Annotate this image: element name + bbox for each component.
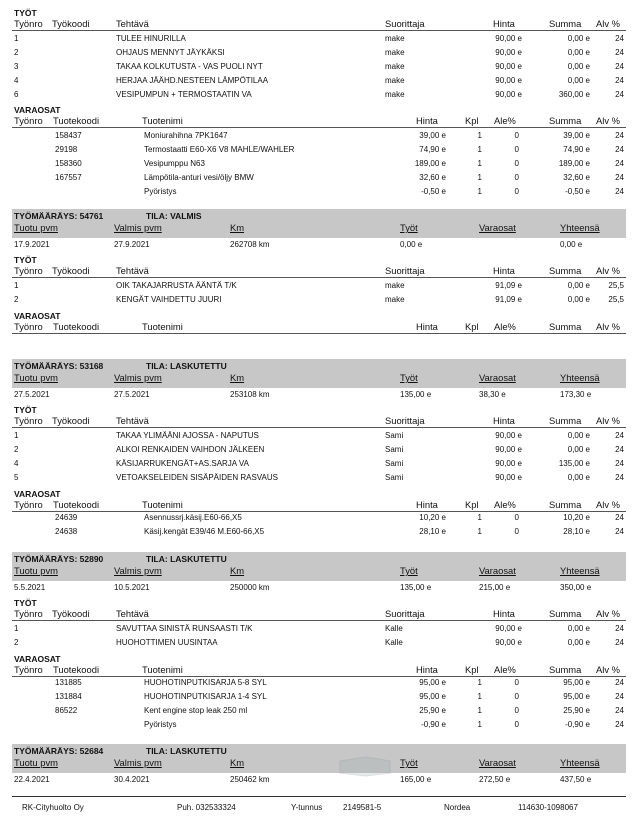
col-header-tyonro: Työnro xyxy=(14,321,43,332)
work-order-status: TILA: LASKUTETTU xyxy=(146,361,227,371)
part-row-name: Pyöristys xyxy=(144,187,177,196)
part-row-price: 28,10 e xyxy=(419,527,446,536)
work-row-sum: 360,00 e xyxy=(558,90,590,99)
part-row-price: 189,00 e xyxy=(414,159,446,168)
col-header-hinta: Hinta xyxy=(493,608,515,619)
section-divider xyxy=(12,277,626,278)
section-divider xyxy=(12,427,626,428)
part-row-name: HUOHOTINPUTKISARJA 1-4 SYL xyxy=(144,692,267,701)
work-row-price: 90,00 e xyxy=(495,76,522,85)
footer-divider xyxy=(12,796,626,797)
summary-parts-total: 215,00 e xyxy=(479,583,511,592)
work-row-number: 5 xyxy=(14,473,19,482)
part-row-vat: 24 xyxy=(615,145,624,154)
col-header-ale: Ale% xyxy=(494,664,516,675)
col-header-tehtava: Tehtävä xyxy=(116,18,149,29)
section-divider xyxy=(12,30,626,31)
parts-section-title: VARAOSAT xyxy=(14,654,61,664)
parts-section-title: VARAOSAT xyxy=(14,105,61,115)
work-row-vat: 24 xyxy=(615,624,624,633)
col-header-tuotenimi: Tuotenimi xyxy=(142,321,183,332)
part-row-price: 95,00 e xyxy=(419,692,446,701)
col-header-tyonro: Työnro xyxy=(14,499,43,510)
work-row-number: 6 xyxy=(14,90,19,99)
work-row-vat: 24 xyxy=(615,48,624,57)
col-header-varaosat: Varaosat xyxy=(479,757,516,768)
work-row-task: OIK TAKAJARRUSTA ÄÄNTÄ T/K xyxy=(116,281,237,290)
part-row-code: 131884 xyxy=(55,692,82,701)
col-header-kpl: Kpl xyxy=(465,664,479,675)
part-row-qty: 1 xyxy=(477,145,482,154)
part-row-name: Lämpötila-anturi vesi/öljy BMW xyxy=(144,173,254,182)
col-header-kpl: Kpl xyxy=(465,321,479,332)
work-row-sum: 0,00 e xyxy=(567,445,590,454)
work-row-price: 90,00 e xyxy=(495,34,522,43)
work-row-sum: 0,00 e xyxy=(567,638,590,647)
col-header-tyonro: Työnro xyxy=(14,265,43,276)
work-row-performer: make xyxy=(385,90,405,99)
work-row-task: KENGÄT VAIHDETTU JUURI xyxy=(116,295,222,304)
col-header-kpl: Kpl xyxy=(465,499,479,510)
col-header-yhteensa: Yhteensä xyxy=(560,757,600,768)
work-row-number: 2 xyxy=(14,295,19,304)
part-row-sum: 10,20 e xyxy=(563,513,590,522)
part-row-price: 39,00 e xyxy=(419,131,446,140)
col-header-tyot: Työt xyxy=(400,757,418,768)
work-row-performer: make xyxy=(385,48,405,57)
work-row-sum: 0,00 e xyxy=(567,62,590,71)
footer-ytunnus: 2149581-5 xyxy=(343,803,382,812)
col-header-yhteensa: Yhteensä xyxy=(560,565,600,576)
work-row-vat: 24 xyxy=(615,90,624,99)
col-header-varaosat: Varaosat xyxy=(479,372,516,383)
work-row-sum: 0,00 e xyxy=(567,281,590,290)
col-header-valmis-pvm: Valmis pvm xyxy=(114,565,162,576)
col-header-alv: Alv % xyxy=(596,18,620,29)
col-header-hinta: Hinta xyxy=(416,321,438,332)
footer-ytunnus-label: Y-tunnus xyxy=(291,803,323,812)
work-row-task: TAKAA YLIMÄÄNI AJOSSA - NAPUTUS xyxy=(116,431,259,440)
work-row-task: TAKAA KOLKUTUSTA - VAS PUOLI NYT xyxy=(116,62,263,71)
summary-work-total: 135,00 e xyxy=(400,390,432,399)
part-row-qty: 1 xyxy=(477,706,482,715)
work-row-price: 91,09 e xyxy=(495,295,522,304)
part-row-qty: 1 xyxy=(477,678,482,687)
part-row-price: 74,90 e xyxy=(419,145,446,154)
col-header-tyonro: Työnro xyxy=(14,115,43,126)
col-header-summa: Summa xyxy=(549,608,582,619)
col-header-suorittaja: Suorittaja xyxy=(385,18,425,29)
part-row-discount: 0 xyxy=(514,145,519,154)
part-row-name: HUOHOTINPUTKISARJA 5-8 SYL xyxy=(144,678,267,687)
work-order-header-band xyxy=(12,552,626,581)
col-header-km: Km xyxy=(230,757,245,768)
part-row-vat: 24 xyxy=(615,692,624,701)
col-header-valmis-pvm: Valmis pvm xyxy=(114,372,162,383)
work-order-number: TYÖMÄÄRÄYS: 52684 xyxy=(14,746,104,756)
work-order-status: TILA: VALMIS xyxy=(146,211,202,221)
col-header-alv: Alv % xyxy=(596,608,620,619)
part-row-qty: 1 xyxy=(477,159,482,168)
section-divider xyxy=(12,127,626,128)
work-order-number: TYÖMÄÄRÄYS: 52890 xyxy=(14,554,104,564)
col-header-tyonro: Työnro xyxy=(14,18,43,29)
work-row-price: 90,00 e xyxy=(495,90,522,99)
summary-km: 250462 km xyxy=(230,775,270,784)
work-row-vat: 24 xyxy=(615,76,624,85)
col-header-tyonro: Työnro xyxy=(14,608,43,619)
work-row-task: SAVUTTAA SINISTÄ RUNSAASTI T/K xyxy=(116,624,253,633)
work-row-number: 2 xyxy=(14,48,19,57)
part-row-name: Termostaatti E60-X6 V8 MAHLE/WAHLER xyxy=(144,145,295,154)
summary-grand-total: 0,00 e xyxy=(560,240,583,249)
work-row-performer: make xyxy=(385,295,405,304)
summary-date-in: 17.9.2021 xyxy=(14,240,50,249)
part-row-name: Pyöristys xyxy=(144,720,177,729)
part-row-sum: -0,90 e xyxy=(565,720,590,729)
part-row-discount: 0 xyxy=(514,131,519,140)
part-row-code: 24639 xyxy=(55,513,78,522)
part-row-discount: 0 xyxy=(514,187,519,196)
work-row-performer: Sami xyxy=(385,445,404,454)
work-row-vat: 24 xyxy=(615,473,624,482)
summary-grand-total: 173,30 e xyxy=(560,390,592,399)
footer-company: RK-Cityhuolto Oy xyxy=(22,803,84,812)
summary-date-ready: 27.5.2021 xyxy=(114,390,150,399)
col-header-ale: Ale% xyxy=(494,115,516,126)
work-row-number: 1 xyxy=(14,624,19,633)
work-row-sum: 0,00 e xyxy=(567,48,590,57)
part-row-discount: 0 xyxy=(514,706,519,715)
work-row-task: VETOAKSELEIDEN SISÄPÄIDEN RASVAUS xyxy=(116,473,278,482)
work-row-sum: 0,00 e xyxy=(567,473,590,482)
part-row-vat: 24 xyxy=(615,187,624,196)
part-row-discount: 0 xyxy=(514,513,519,522)
part-row-price: -0,50 e xyxy=(421,187,446,196)
work-row-number: 3 xyxy=(14,62,19,71)
col-header-tuotu-pvm: Tuotu pvm xyxy=(14,565,58,576)
work-row-task: TULEE HINURILLA xyxy=(116,34,186,43)
section-divider xyxy=(12,620,626,621)
work-row-performer: Sami xyxy=(385,459,404,468)
summary-work-total: 165,00 e xyxy=(400,775,432,784)
part-row-name: Moniurahihna 7PK1647 xyxy=(144,131,228,140)
part-row-price: 95,00 e xyxy=(419,678,446,687)
work-section-title: TYÖT xyxy=(14,598,37,608)
part-row-code: 158360 xyxy=(55,159,82,168)
col-header-tyokoodi: Työkoodi xyxy=(52,608,90,619)
work-row-performer: Kalle xyxy=(385,638,403,647)
summary-date-ready: 30.4.2021 xyxy=(114,775,150,784)
part-row-qty: 1 xyxy=(477,527,482,536)
work-row-sum: 0,00 e xyxy=(567,431,590,440)
work-row-task: KÄSIJARRUKENGÄT+AS.SARJA VA xyxy=(116,459,250,468)
part-row-vat: 24 xyxy=(615,159,624,168)
col-header-alv: Alv % xyxy=(596,115,620,126)
work-row-performer: Sami xyxy=(385,473,404,482)
work-row-vat: 24 xyxy=(615,62,624,71)
part-row-vat: 24 xyxy=(615,131,624,140)
work-order-status: TILA: LASKUTETTU xyxy=(146,554,227,564)
part-row-code: 131885 xyxy=(55,678,82,687)
part-row-qty: 1 xyxy=(477,131,482,140)
part-row-code: 158437 xyxy=(55,131,82,140)
col-header-tuotu-pvm: Tuotu pvm xyxy=(14,222,58,233)
work-row-performer: Sami xyxy=(385,431,404,440)
col-header-summa: Summa xyxy=(549,664,582,675)
work-row-price: 90,00 e xyxy=(495,62,522,71)
col-header-hinta: Hinta xyxy=(416,115,438,126)
part-row-name: Kent engine stop leak 250 ml xyxy=(144,706,248,715)
col-header-varaosat: Varaosat xyxy=(479,222,516,233)
work-row-performer: make xyxy=(385,34,405,43)
work-section-title: TYÖT xyxy=(14,8,37,18)
work-order-header-band xyxy=(12,744,626,773)
part-row-sum: 189,00 e xyxy=(558,159,590,168)
work-row-price: 90,00 e xyxy=(495,459,522,468)
col-header-tyonro: Työnro xyxy=(14,415,43,426)
col-header-tyot: Työt xyxy=(400,222,418,233)
col-header-tyokoodi: Työkoodi xyxy=(52,265,90,276)
work-row-vat: 24 xyxy=(615,445,624,454)
col-header-hinta: Hinta xyxy=(416,664,438,675)
work-row-price: 90,00 e xyxy=(495,473,522,482)
col-header-tuotekoodi: Tuotekoodi xyxy=(53,664,100,675)
part-row-sum: -0,50 e xyxy=(565,187,590,196)
part-row-vat: 24 xyxy=(615,173,624,182)
col-header-km: Km xyxy=(230,372,245,383)
col-header-tuotekoodi: Tuotekoodi xyxy=(53,321,100,332)
col-header-tuotu-pvm: Tuotu pvm xyxy=(14,372,58,383)
work-row-task: HUOHOTTIMEN UUSINTAA xyxy=(116,638,218,647)
footer-account: 114630-1098067 xyxy=(518,803,578,812)
work-row-sum: 0,00 e xyxy=(567,34,590,43)
part-row-price: 32,60 e xyxy=(419,173,446,182)
col-header-tuotekoodi: Tuotekoodi xyxy=(53,115,100,126)
summary-km: 250000 km xyxy=(230,583,270,592)
parts-section-title: VARAOSAT xyxy=(14,311,61,321)
col-header-tyonro: Työnro xyxy=(14,664,43,675)
part-row-vat: 24 xyxy=(615,678,624,687)
work-row-vat: 25,5 xyxy=(608,295,624,304)
summary-work-total: 135,00 e xyxy=(400,583,432,592)
summary-date-in: 27.5.2021 xyxy=(14,390,50,399)
summary-date-ready: 27.9.2021 xyxy=(114,240,150,249)
work-row-vat: 24 xyxy=(615,459,624,468)
work-row-number: 1 xyxy=(14,34,19,43)
col-header-tuotenimi: Tuotenimi xyxy=(142,664,183,675)
col-header-ale: Ale% xyxy=(494,499,516,510)
summary-work-total: 0,00 e xyxy=(400,240,423,249)
col-header-suorittaja: Suorittaja xyxy=(385,265,425,276)
col-header-summa: Summa xyxy=(549,115,582,126)
col-header-alv: Alv % xyxy=(596,321,620,332)
summary-grand-total: 437,50 e xyxy=(560,775,592,784)
col-header-summa: Summa xyxy=(549,321,582,332)
part-row-sum: 95,00 e xyxy=(563,692,590,701)
part-row-vat: 24 xyxy=(615,720,624,729)
part-row-discount: 0 xyxy=(514,173,519,182)
part-row-qty: 1 xyxy=(477,720,482,729)
col-header-tuotu-pvm: Tuotu pvm xyxy=(14,757,58,768)
section-divider xyxy=(12,333,626,334)
col-header-summa: Summa xyxy=(549,265,582,276)
col-header-varaosat: Varaosat xyxy=(479,565,516,576)
col-header-hinta: Hinta xyxy=(493,415,515,426)
part-row-sum: 25,90 e xyxy=(563,706,590,715)
part-row-discount: 0 xyxy=(514,678,519,687)
work-row-performer: make xyxy=(385,62,405,71)
work-order-status: TILA: LASKUTETTU xyxy=(146,746,227,756)
part-row-qty: 1 xyxy=(477,513,482,522)
work-order-header-band xyxy=(12,209,626,238)
col-header-alv: Alv % xyxy=(596,265,620,276)
col-header-yhteensa: Yhteensä xyxy=(560,222,600,233)
part-row-price: -0,90 e xyxy=(421,720,446,729)
col-header-tyot: Työt xyxy=(400,565,418,576)
col-header-tyokoodi: Työkoodi xyxy=(52,18,90,29)
col-header-suorittaja: Suorittaja xyxy=(385,415,425,426)
col-header-summa: Summa xyxy=(549,415,582,426)
col-header-tehtava: Tehtävä xyxy=(116,415,149,426)
col-header-tyokoodi: Työkoodi xyxy=(52,415,90,426)
work-section-title: TYÖT xyxy=(14,255,37,265)
part-row-price: 10,20 e xyxy=(419,513,446,522)
work-row-sum: 0,00 e xyxy=(567,76,590,85)
summary-date-ready: 10.5.2021 xyxy=(114,583,150,592)
col-header-tuotenimi: Tuotenimi xyxy=(142,499,183,510)
part-row-code: 29198 xyxy=(55,145,78,154)
col-header-valmis-pvm: Valmis pvm xyxy=(114,222,162,233)
work-row-price: 90,00 e xyxy=(495,445,522,454)
work-row-task: HERJAA JÄÄHD.NESTEEN LÄMPÖTILAA xyxy=(116,76,269,85)
work-row-price: 90,00 e xyxy=(495,48,522,57)
work-row-vat: 24 xyxy=(615,431,624,440)
summary-grand-total: 350,00 e xyxy=(560,583,592,592)
part-row-discount: 0 xyxy=(514,159,519,168)
part-row-name: Käsij.kengät E39/46 M.E60-66,X5 xyxy=(144,527,265,536)
col-header-hinta: Hinta xyxy=(493,265,515,276)
work-row-number: 2 xyxy=(14,445,19,454)
work-row-price: 90,00 e xyxy=(495,638,522,647)
work-row-task: ALKOI RENKAIDEN VAIHDON JÄLKEEN xyxy=(116,445,265,454)
work-order-number: TYÖMÄÄRÄYS: 54761 xyxy=(14,211,104,221)
work-row-price: 90,00 e xyxy=(495,431,522,440)
part-row-discount: 0 xyxy=(514,692,519,701)
work-row-performer: make xyxy=(385,281,405,290)
part-row-vat: 24 xyxy=(615,706,624,715)
work-row-performer: make xyxy=(385,76,405,85)
part-row-discount: 0 xyxy=(514,720,519,729)
col-header-km: Km xyxy=(230,222,245,233)
col-header-kpl: Kpl xyxy=(465,115,479,126)
col-header-suorittaja: Suorittaja xyxy=(385,608,425,619)
work-row-price: 90,00 e xyxy=(495,624,522,633)
col-header-hinta: Hinta xyxy=(493,18,515,29)
col-header-tehtava: Tehtävä xyxy=(116,265,149,276)
work-row-sum: 135,00 e xyxy=(558,459,590,468)
part-row-sum: 39,00 e xyxy=(563,131,590,140)
col-header-tehtava: Tehtävä xyxy=(116,608,149,619)
watermark-stamp-icon xyxy=(336,755,394,777)
part-row-name: Asennussrj.käsij.E60-66,X5 xyxy=(144,513,242,522)
part-row-sum: 95,00 e xyxy=(563,678,590,687)
part-row-qty: 1 xyxy=(477,692,482,701)
part-row-sum: 28,10 e xyxy=(563,527,590,536)
parts-section-title: VARAOSAT xyxy=(14,489,61,499)
col-header-ale: Ale% xyxy=(494,321,516,332)
work-row-vat: 25,5 xyxy=(608,281,624,290)
work-row-price: 91,09 e xyxy=(495,281,522,290)
part-row-code: 24638 xyxy=(55,527,78,536)
section-divider xyxy=(12,676,626,677)
col-header-alv: Alv % xyxy=(596,499,620,510)
work-row-vat: 24 xyxy=(615,34,624,43)
summary-parts-total: 38,30 e xyxy=(479,390,506,399)
col-header-alv: Alv % xyxy=(596,664,620,675)
footer-bank: Nordea xyxy=(444,803,471,812)
work-row-task: VESIPUMPUN + TERMOSTAATIN VA xyxy=(116,90,252,99)
summary-km: 253108 km xyxy=(230,390,270,399)
part-row-qty: 1 xyxy=(477,173,482,182)
col-header-alv: Alv % xyxy=(596,415,620,426)
work-row-task: OHJAUS MENNYT JÄYKÄKSI xyxy=(116,48,225,57)
work-row-number: 4 xyxy=(14,76,19,85)
summary-km: 262708 km xyxy=(230,240,270,249)
part-row-qty: 1 xyxy=(477,187,482,196)
part-row-code: 167557 xyxy=(55,173,82,182)
col-header-tuotenimi: Tuotenimi xyxy=(142,115,183,126)
part-row-sum: 74,90 e xyxy=(563,145,590,154)
work-row-number: 1 xyxy=(14,281,19,290)
part-row-sum: 32,60 e xyxy=(563,173,590,182)
col-header-summa: Summa xyxy=(549,499,582,510)
work-order-number: TYÖMÄÄRÄYS: 53168 xyxy=(14,361,104,371)
summary-date-in: 5.5.2021 xyxy=(14,583,46,592)
col-header-hinta: Hinta xyxy=(416,499,438,510)
part-row-name: Vesipumppu N63 xyxy=(144,159,205,168)
summary-parts-total: 272,50 e xyxy=(479,775,511,784)
work-row-performer: Kalle xyxy=(385,624,403,633)
work-order-header-band xyxy=(12,359,626,388)
col-header-valmis-pvm: Valmis pvm xyxy=(114,757,162,768)
part-row-vat: 24 xyxy=(615,527,624,536)
part-row-code: 86522 xyxy=(55,706,78,715)
part-row-discount: 0 xyxy=(514,527,519,536)
col-header-km: Km xyxy=(230,565,245,576)
work-row-sum: 0,00 e xyxy=(567,295,590,304)
col-header-summa: Summa xyxy=(549,18,582,29)
work-row-sum: 0,00 e xyxy=(567,624,590,633)
work-row-number: 2 xyxy=(14,638,19,647)
section-divider xyxy=(12,511,626,512)
work-row-number: 4 xyxy=(14,459,19,468)
col-header-tuotekoodi: Tuotekoodi xyxy=(53,499,100,510)
work-row-number: 1 xyxy=(14,431,19,440)
summary-date-in: 22.4.2021 xyxy=(14,775,50,784)
part-row-vat: 24 xyxy=(615,513,624,522)
col-header-tyot: Työt xyxy=(400,372,418,383)
work-section-title: TYÖT xyxy=(14,405,37,415)
col-header-yhteensa: Yhteensä xyxy=(560,372,600,383)
work-row-vat: 24 xyxy=(615,638,624,647)
footer-phone: Puh. 032533324 xyxy=(177,803,236,812)
part-row-price: 25,90 e xyxy=(419,706,446,715)
